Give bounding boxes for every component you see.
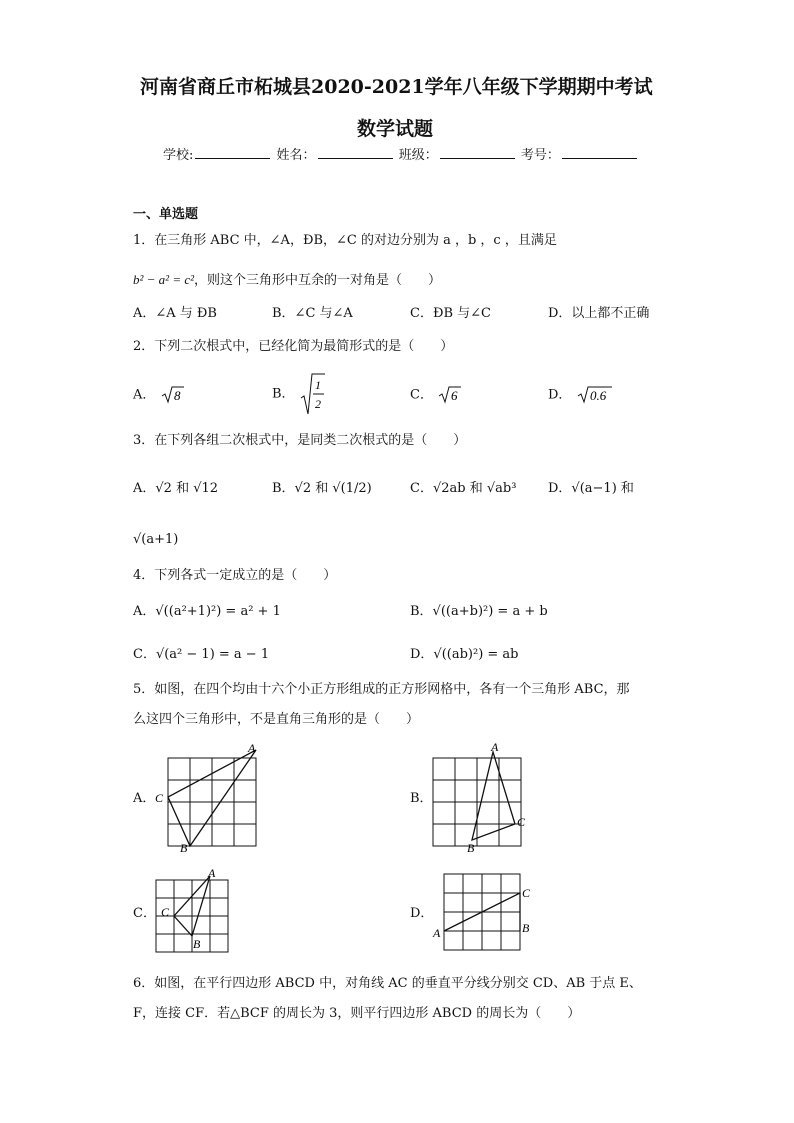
q2-option-a (133, 385, 184, 405)
student-info-row (163, 146, 639, 165)
vertex-b: B (522, 921, 530, 935)
q2-c-radicand: 6 (451, 388, 458, 403)
q2-stem: 2．下列二次根式中，已经化简为最简形式的是（ ） (133, 339, 454, 354)
vertex-c: C (161, 905, 170, 919)
school-label: 学校: (163, 148, 194, 163)
vertex-a: A (433, 926, 441, 940)
q1-option-c: C．ÐB 与∠C (410, 306, 491, 321)
svg-text:2: 2 (314, 397, 321, 411)
section-heading: 一、单选题 (133, 207, 199, 222)
q1-option-d: D．以上都不正确 (548, 306, 650, 321)
page-subtitle: 数学试题 (357, 118, 434, 140)
q5-figure-d (430, 870, 540, 955)
vertex-b: B (180, 841, 188, 855)
vertex-b: B (467, 841, 475, 855)
vertex-c: C (517, 815, 526, 829)
q3-option-b: B．√2 和 √(1/2) (272, 481, 372, 496)
q1-option-a: A．∠A 与 ÐB (133, 306, 217, 321)
q2-option-b-root (299, 372, 325, 416)
vertex-a: A (208, 866, 216, 880)
q2-option-a-root (160, 385, 184, 405)
exam-number-blank (562, 146, 637, 159)
q2-option-c (410, 385, 461, 405)
q2-option-d (548, 385, 612, 405)
q2-option-d-label: D． (548, 387, 572, 403)
class-blank (440, 146, 515, 159)
q6-stem-line2: F，连接 CF．若△BCF 的周长为 3，则平行四边形 ABCD 的周长为（ ） (133, 1006, 581, 1021)
q5-option-d-label: D． (410, 906, 434, 921)
q4-option-a: A．√((a²+1)²) = a² + 1 (133, 604, 281, 619)
q5-option-b-label: B． (410, 791, 433, 806)
q2-option-c-label: C． (410, 387, 433, 403)
school-blank (195, 146, 270, 159)
q4-stem: 4．下列各式一定成立的是（ ） (133, 568, 337, 583)
q2-option-a-label: A． (133, 387, 156, 403)
q3-option-c: C．√2ab 和 √ab³ (410, 481, 517, 496)
q3-option-d: D．√(a−1) 和 (548, 481, 634, 496)
q5-figure-c (150, 866, 240, 956)
name-label: 姓名： (276, 148, 316, 163)
q1-formula: b² − a² = c² (133, 272, 195, 287)
q2-option-b-label: B． (272, 386, 295, 402)
q2-d-radicand: 0.6 (589, 388, 606, 403)
q2-a-radicand: 8 (173, 388, 181, 403)
q2-option-c-root (437, 385, 461, 405)
vertex-c: C (155, 791, 164, 805)
vertex-c: C (522, 886, 531, 900)
name-blank (318, 146, 393, 159)
q1-stem-tail: ，则这个三角形中互余的一对角是（ ） (194, 273, 442, 288)
q3-stem: 3．在下列各组二次根式中，是同类二次根式的是（ ） (133, 433, 467, 448)
vertex-b: B (193, 937, 201, 951)
q6-stem: 6．如图，在平行四边形 ABCD 中，对角线 AC 的垂直平分线分别交 CD、AB 于点 E、 (133, 976, 642, 991)
q3-option-d-continued: √(a+1) (133, 532, 179, 547)
q4-option-b: B．√((a+b)²) = a + b (410, 604, 548, 619)
triangle-b (472, 752, 515, 840)
page-title: 河南省商丘市柘城县2020-2021学年八年级下学期期中考试 (140, 76, 653, 98)
q4-option-c: C．√(a² − 1) = a − 1 (133, 647, 270, 662)
q2-option-b (272, 372, 325, 416)
q5-option-c-label: C． (133, 906, 156, 921)
q3-option-a: A．√2 和 √12 (133, 481, 219, 496)
grid-a (168, 758, 256, 846)
q5-stem-line2: 么这四个三角形中，不是直角三角形的是（ ） (133, 712, 420, 727)
q1-option-b: B．∠C 与∠A (272, 306, 353, 321)
q5-option-a-label: A． (133, 791, 156, 806)
q5-figure-b (425, 740, 540, 855)
q2-option-d-root (576, 385, 612, 405)
class-label: 班级： (398, 148, 438, 163)
vertex-a: A (248, 741, 256, 755)
q1-stem-line2 (133, 271, 441, 290)
vertex-a: A (491, 740, 499, 754)
q1-stem: 1．在三角形 ABC 中，∠A，ÐB，∠C 的对边分别为 a ，b ，c ，且满足 (133, 233, 557, 248)
q4-option-d: D．√((ab)²) = ab (410, 647, 519, 662)
svg-text:1: 1 (314, 378, 321, 392)
exam-number-label: 考号： (520, 148, 560, 163)
q5-figure-a (150, 740, 265, 855)
q5-stem: 5．如图，在四个均由十六个小正方形组成的正方形网格中，各有一个三角形 ABC，那 (133, 682, 630, 697)
